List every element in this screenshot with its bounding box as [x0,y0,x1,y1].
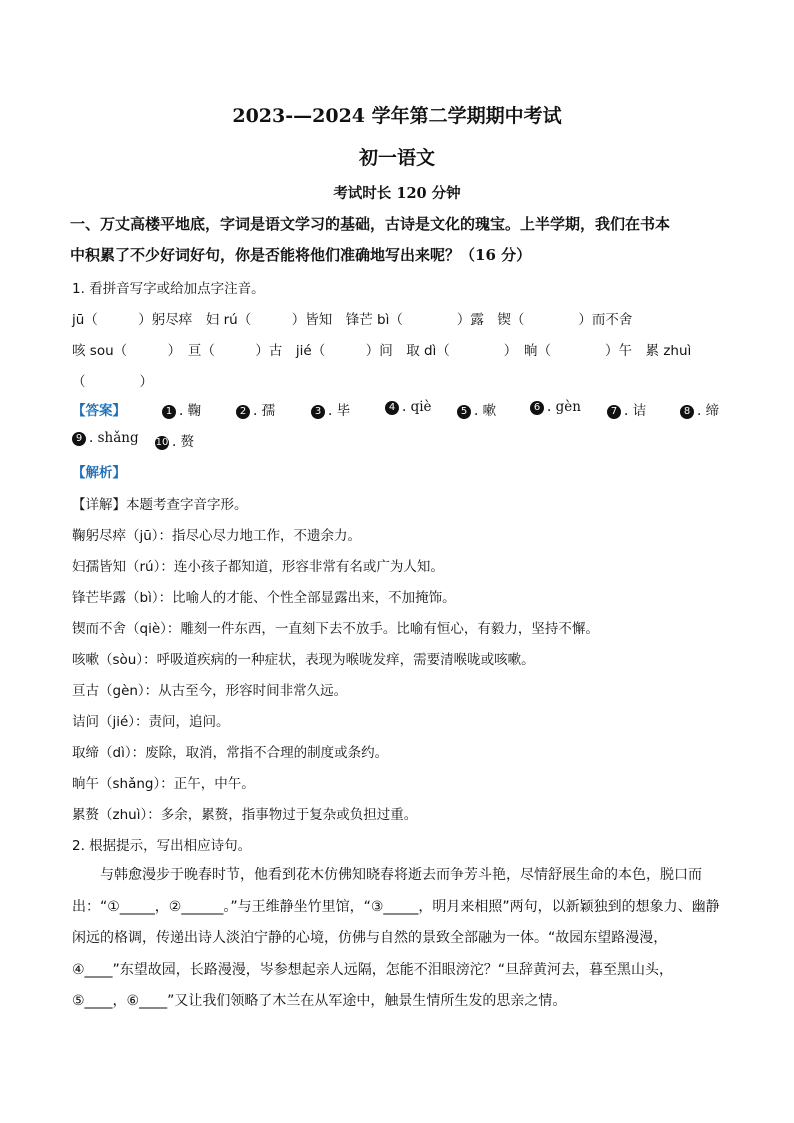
section-heading-line2: 中积累了不少好词好句，你是否能将他们准确地写出来呢？（16 分） [70,246,532,264]
analysis-line: 妇孺皆知（rú）：连小孩子都知道，形容非常有名或广为人知。 [72,559,444,575]
answer-item: 4 . qiè [385,399,432,415]
answer-item: 5 . 嗽 [457,399,496,419]
analysis-line: 诘问（jié）：责问，追问。 [72,714,230,730]
analysis-line: 亘古（gèn）：从古至今，形容时间非常久远。 [72,683,348,699]
analysis-line: 锲而不舍（qiè）：雕刻一件东西，一直刻下去不放手。比喻有恒心，有毅力，坚持不懈。 [72,621,599,637]
circled-number-icon: 1 [162,405,176,419]
analysis-line: 晌午（shǎng）：正午，中午。 [72,776,255,792]
circled-number-icon: 9 [72,432,86,446]
analysis-line: 累赘（zhuì）：多余，累赘，指事物过于复杂或负担过重。 [72,807,418,823]
question-2-prompt: 2. 根据提示，写出相应诗句。 [72,838,252,854]
answer-item: 2 . 孺 [236,399,275,419]
answer-item: 10 . 赘 [155,434,195,450]
subject-title: 初一语文 [358,147,435,169]
question-1-row-2: 咳 sou（ ） 亘（ ）古 jié（ ）问 取 dì（ ） 晌（ ）午 累 zhuì [72,343,692,359]
exam-title: 2023-—2024 学年第二学期期中考试 [232,105,562,127]
question-1-prompt: 1. 看拼音写字或给加点字注音。 [72,281,265,297]
answer-item: 3 . 毕 [311,399,350,419]
question-1-row-3: （ ） [72,374,153,390]
question-2-paragraph: 与韩愈漫步于晚春时节，他看到花木仿佛知晓春将逝去而争芳斗艳，尽情舒展生命的本色，脱口而出：“①_____，②______。”与王维静坐竹里馆，“③_____，明月来相照”两句，以新颖独到的想象力、幽静闲远的格调，传递出诗人淡泊宁静的心境，仿佛与自然的景致全部融为一体。“故园东望路漫漫，④____”东望故园，长路漫漫，岑参想起亲人远隔，怎能不泪眼滂沱？“旦辞黄河去，暮至黑山头，⑤____，⑥____”又让我们领略了木兰在从军途中，触景生情所生发的思亲之情。 [72,867,720,1009]
answer-tag: 【答案】 [72,403,126,419]
analysis-line: 咳嗽（sòu）：呼吸道疾病的一种症状，表现为喉咙发痒，需要清喉咙或咳嗽。 [72,652,535,668]
analysis-line: 鞠躬尽瘁（jū）：指尽心尽力地工作，不遗余力。 [72,528,362,544]
answer-item: 9 . shǎng [72,430,139,446]
question-1-row-1: jū（ ）躬尽瘁 妇 rú（ ）皆知 锋芒 bì（ ）露 锲（ ）而不舍 [72,312,633,328]
circled-number-icon: 7 [607,405,621,419]
circled-number-icon: 2 [236,405,250,419]
analysis-line: 锋芒毕露（bì）：比喻人的才能、个性全部显露出来，不加掩饰。 [72,590,456,606]
answer-row [72,399,126,419]
circled-number-icon: 5 [457,405,471,419]
analysis-line: 取缔（dì）：废除，取消，常指不合理的制度或条约。 [72,745,389,761]
circled-number-icon: 6 [530,401,544,415]
answer-item: 6 . gèn [530,399,581,415]
circled-number-icon: 4 [385,401,399,415]
answer-item: 7 . 诘 [607,399,646,419]
analysis-detail: 【详解】本题考查字音字形。 [72,497,248,513]
answer-item: 1 . 鞠 [162,399,201,419]
circled-number-icon: 3 [311,405,325,419]
section-heading-line1: 一、万丈高楼平地底，字词是语文学习的基础，古诗是文化的瑰宝。上半学期，我们在书本 [70,215,671,233]
answer-item: 8 . 缔 [680,399,719,419]
analysis-tag: 【解析】 [72,465,126,481]
circled-number-icon: 10 [155,437,169,448]
exam-duration: 考试时长 120 分钟 [333,185,461,202]
circled-number-icon: 8 [680,405,694,419]
